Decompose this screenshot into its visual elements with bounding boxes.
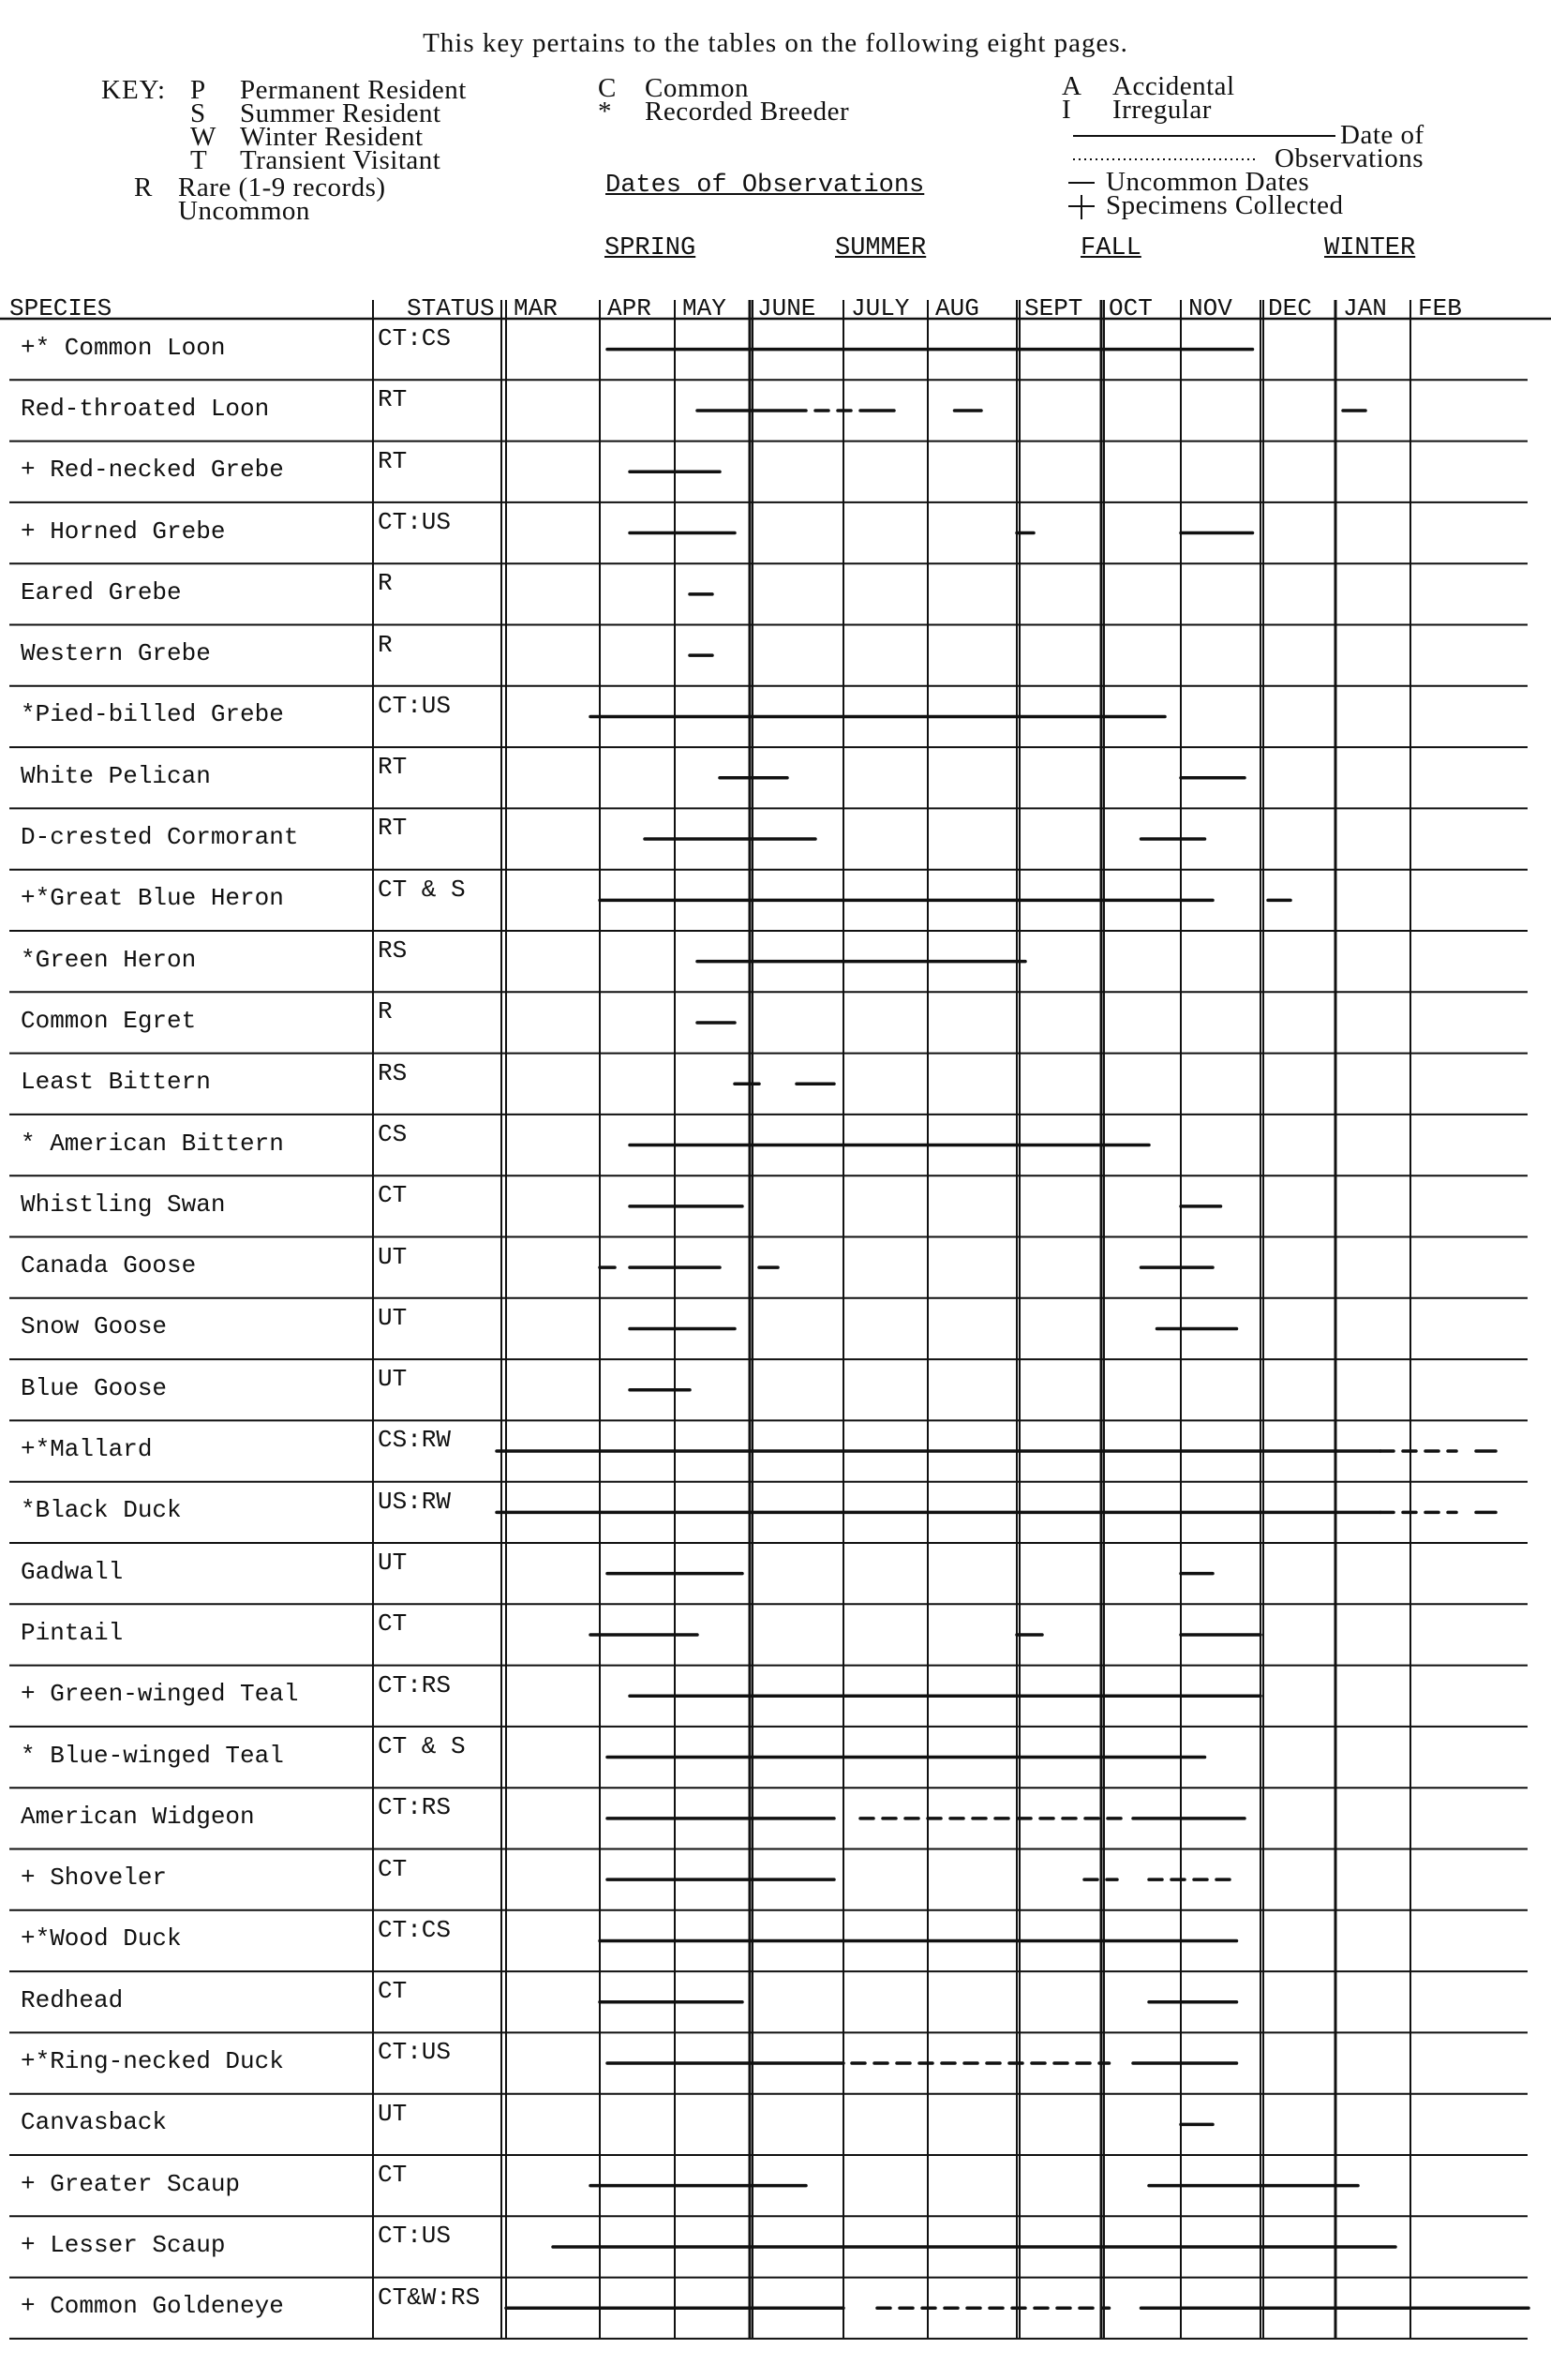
key-code: C — [598, 73, 617, 103]
species-name: *Black Duck — [21, 1496, 182, 1525]
status-code: CT:RS — [378, 1670, 452, 1699]
month-header: MAY — [682, 294, 726, 322]
species-name: *Pied-billed Grebe — [21, 700, 284, 729]
species-name: Eared Grebe — [21, 577, 182, 606]
species-name: Least Bittern — [21, 1068, 211, 1097]
species-name: Red-throated Loon — [21, 394, 270, 423]
status-code: CT:US — [378, 2222, 452, 2251]
month-header: AUG — [935, 294, 979, 322]
status-code: RT — [378, 753, 408, 782]
species-name: + Greater Scaup — [21, 2169, 241, 2198]
key-code: I — [1062, 95, 1072, 125]
species-name: +* Common Loon — [21, 333, 226, 362]
species-name: Common Egret — [21, 1006, 197, 1035]
status-code: RS — [378, 936, 408, 965]
key-code: R — [134, 172, 153, 202]
status-code: CT — [378, 2161, 408, 2189]
month-header: SEPT — [1024, 294, 1083, 322]
status-code: UT — [378, 1365, 408, 1394]
status-code: CT&W:RS — [378, 2283, 481, 2312]
month-header: JUNE — [757, 294, 816, 322]
legend-dotted-text: Observations — [1275, 143, 1424, 173]
key-label: KEY: — [101, 75, 166, 105]
status-code: RT — [378, 446, 408, 475]
status-code: RT — [378, 814, 408, 843]
status-code: US:RW — [378, 1487, 452, 1516]
species-name: + Shoveler — [21, 1864, 168, 1893]
species-name: Snow Goose — [21, 1312, 168, 1341]
species-name: + Green-winged Teal — [21, 1680, 299, 1709]
status-code: CT:CS — [378, 324, 452, 352]
species-name: Pintail — [21, 1618, 124, 1647]
species-name: Whistling Swan — [21, 1190, 226, 1219]
month-header: MAR — [514, 294, 558, 322]
status-code: CT:CS — [378, 1915, 452, 1944]
status-code: CT — [378, 1977, 408, 2006]
status-code: CS:RW — [378, 1426, 452, 1455]
key-meaning: Transient Visitant — [240, 145, 441, 175]
status-code: RS — [378, 1058, 408, 1087]
key-code: S — [190, 98, 206, 128]
species-name: + Lesser Scaup — [21, 2230, 226, 2259]
key-code: A — [1062, 71, 1082, 101]
status-code: UT — [378, 1549, 408, 1577]
key-meaning: Permanent Resident — [240, 75, 467, 105]
season-spring: SPRING — [604, 234, 696, 262]
season-winter: WINTER — [1324, 234, 1416, 262]
status-code: R — [378, 630, 393, 659]
status-code: UT — [378, 2099, 408, 2128]
species-name: +*Great Blue Heron — [21, 884, 284, 913]
status-code: CT:US — [378, 507, 452, 536]
month-header: JAN — [1343, 294, 1387, 322]
key-code: T — [190, 145, 208, 175]
key-meaning: Uncommon — [178, 196, 310, 226]
status-code: UT — [378, 1242, 408, 1271]
legend-solid-text: Date of — [1340, 120, 1424, 150]
species-name: Canvasback — [21, 2108, 168, 2137]
species-column-header: SPECIES — [9, 294, 112, 322]
species-name: + Common Goldeneye — [21, 2292, 284, 2321]
species-name: * American Bittern — [21, 1129, 284, 1158]
species-name: White Pelican — [21, 761, 211, 790]
key-meaning: Summer Resident — [240, 98, 441, 128]
key-code: * — [598, 97, 612, 127]
status-code: CT — [378, 1181, 408, 1210]
status-code: CT:US — [378, 2038, 452, 2067]
species-name: Western Grebe — [21, 639, 211, 668]
status-code: CT — [378, 1609, 408, 1639]
dates-heading: Dates of Observations — [605, 172, 925, 200]
key-meaning: Winter Resident — [240, 122, 424, 152]
species-name: American Widgeon — [21, 1802, 255, 1831]
status-code: R — [378, 569, 393, 598]
species-name: Gadwall — [21, 1557, 124, 1586]
species-name: D-crested Cormorant — [21, 823, 299, 852]
status-code: UT — [378, 1303, 408, 1332]
species-name: Redhead — [21, 1985, 124, 2014]
species-name: + Red-necked Grebe — [21, 456, 284, 485]
month-header: DEC — [1268, 294, 1312, 322]
key-code: W — [190, 122, 216, 152]
month-header: NOV — [1188, 294, 1232, 322]
key-meaning: Recorded Breeder — [645, 97, 850, 127]
status-code: CT & S — [378, 875, 466, 904]
status-code: CT & S — [378, 1731, 466, 1760]
season-summer: SUMMER — [835, 234, 927, 262]
status-code: R — [378, 997, 393, 1026]
status-code: CS — [378, 1119, 408, 1148]
key-meaning: Accidental — [1112, 71, 1235, 101]
status-code: CT — [378, 1854, 408, 1883]
key-meaning: Rare (1-9 records) — [178, 172, 386, 202]
key-meaning: Common — [645, 73, 749, 103]
month-header: APR — [607, 294, 651, 322]
status-code: CT:RS — [378, 1793, 452, 1822]
species-name: Blue Goose — [21, 1373, 168, 1402]
month-header: JULY — [851, 294, 910, 322]
legend-uncommon-text: Uncommon Dates — [1106, 167, 1310, 197]
species-name: *Green Heron — [21, 945, 197, 974]
month-header: OCT — [1109, 294, 1153, 322]
species-name: +*Wood Duck — [21, 1924, 182, 1953]
status-column-header: STATUS — [407, 294, 495, 322]
species-name: * Blue-winged Teal — [21, 1741, 284, 1770]
key-code: P — [190, 75, 206, 105]
species-name: + Horned Grebe — [21, 516, 226, 546]
month-header: FEB — [1418, 294, 1462, 322]
species-name: Canada Goose — [21, 1251, 197, 1280]
status-code: CT:US — [378, 691, 452, 720]
species-name: +*Ring-necked Duck — [21, 2047, 284, 2076]
legend-specimen-text: Specimens Collected — [1106, 190, 1344, 220]
status-code: RT — [378, 385, 408, 414]
intro-text: This key pertains to the tables on the following eight pages. — [423, 28, 1128, 58]
key-meaning: Irregular — [1112, 95, 1212, 125]
species-name: +*Mallard — [21, 1435, 153, 1464]
season-fall: FALL — [1081, 234, 1141, 262]
